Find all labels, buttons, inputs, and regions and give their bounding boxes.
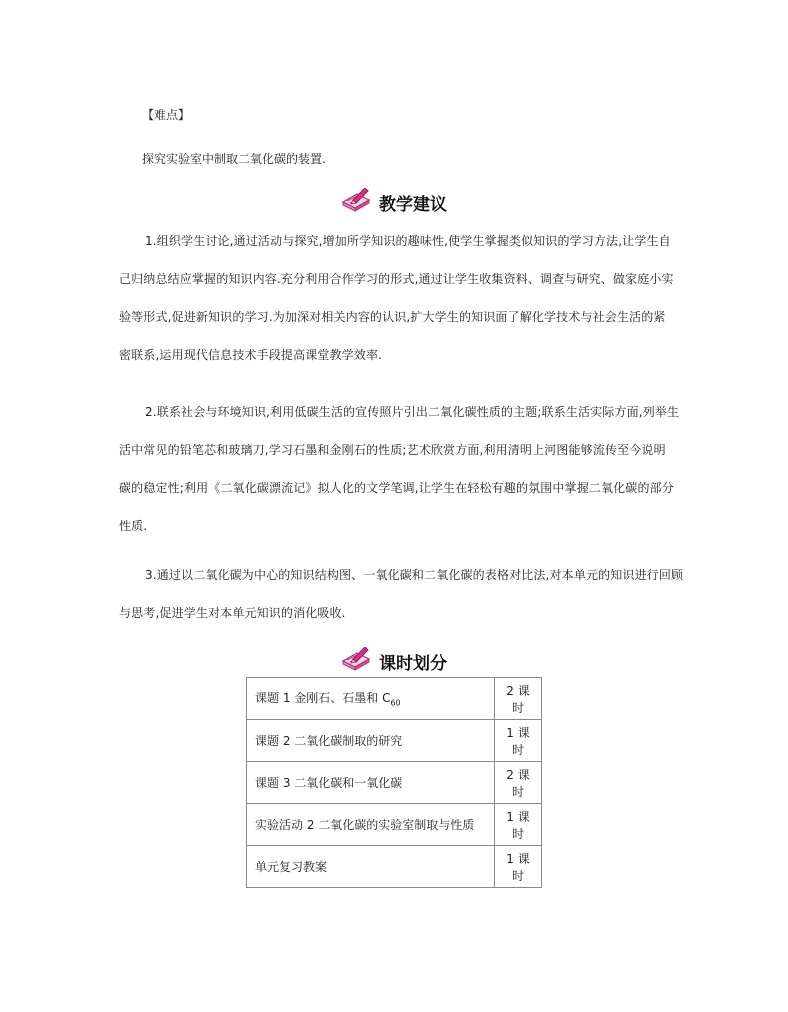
subscript: 60 xyxy=(390,698,401,708)
schedule-title: 课时划分 xyxy=(379,654,447,674)
pencil-book-icon xyxy=(341,647,371,676)
table-row xyxy=(247,678,542,720)
hours-cell: 2 课时 xyxy=(495,678,542,720)
paragraph-line: 活中常见的铅笔芯和玻璃刀,学习石墨和金刚石的性质;艺术欣赏方面,利用清明上河图能够流传至今说明 xyxy=(119,443,666,457)
hours-cell: 1 课时 xyxy=(495,720,542,762)
paragraph-line: 密联系,运用现代信息技术手段提高课堂教学效率. xyxy=(119,348,383,362)
teaching-suggestions-heading xyxy=(0,188,788,217)
hours-cell: 1 课时 xyxy=(495,846,542,888)
paragraph-line: 3.通过以二氧化碳为中心的知识结构图、一氧化碳和二氧化碳的表格对比法,对本单元的知识进行回顾 xyxy=(145,568,684,582)
paragraph-line: 验等形式,促进新知识的学习.为加深对相关内容的认识,扩大学生的知识面了解化学技术与社会生活的紧 xyxy=(119,310,666,324)
suggestion-paragraph-1 xyxy=(119,222,679,374)
topic-cell: 单元复习教案 xyxy=(247,846,495,888)
hours-cell: 2 课时 xyxy=(495,762,542,804)
topic-cell: 课题 2 二氧化碳制取的研究 xyxy=(247,720,495,762)
suggestion-paragraph-3 xyxy=(119,556,684,632)
difficulty-text: 探究实验室中制取二氧化碳的装置. xyxy=(142,152,326,166)
schedule-table xyxy=(246,677,542,888)
difficulty-label: 【难点】 xyxy=(142,108,191,122)
topic-cell: 课题 3 二氧化碳和一氧化碳 xyxy=(247,762,495,804)
topic-cell: 实验活动 2 二氧化碳的实验室制取与性质 xyxy=(247,804,495,846)
table-row xyxy=(247,804,542,846)
suggestion-paragraph-2 xyxy=(119,393,679,545)
paragraph-line: 性质. xyxy=(119,519,148,533)
table-row xyxy=(247,720,542,762)
table-row xyxy=(247,762,542,804)
table-row xyxy=(247,846,542,888)
paragraph-line: 己归纳总结应掌握的知识内容.充分利用合作学习的形式,通过让学生收集资料、调查与研究、做家庭小实 xyxy=(119,272,674,286)
paragraph-line: 2.联系社会与环境知识,利用低碳生活的宣传照片引出二氧化碳性质的主题;联系生活实际方面,列举生 xyxy=(145,405,680,419)
topic-cell xyxy=(247,678,495,720)
topic-text: 课题 1 金刚石、石墨和 C xyxy=(255,691,391,706)
teaching-suggestions-title: 教学建议 xyxy=(379,195,447,215)
hours-cell: 1 课时 xyxy=(495,804,542,846)
paragraph-line: 碳的稳定性;利用《二氧化碳漂流记》拟人化的文学笔调,让学生在轻松有趣的氛围中掌握二氧化碳的部分 xyxy=(119,481,674,495)
paragraph-line: 1.组织学生讨论,通过活动与探究,增加所学知识的趣味性,使学生掌握类似知识的学习方法,让学生自 xyxy=(145,234,671,248)
schedule-heading xyxy=(0,647,788,676)
pencil-book-icon xyxy=(341,188,371,217)
paragraph-line: 与思考,促进学生对本单元知识的消化吸收. xyxy=(119,606,346,620)
